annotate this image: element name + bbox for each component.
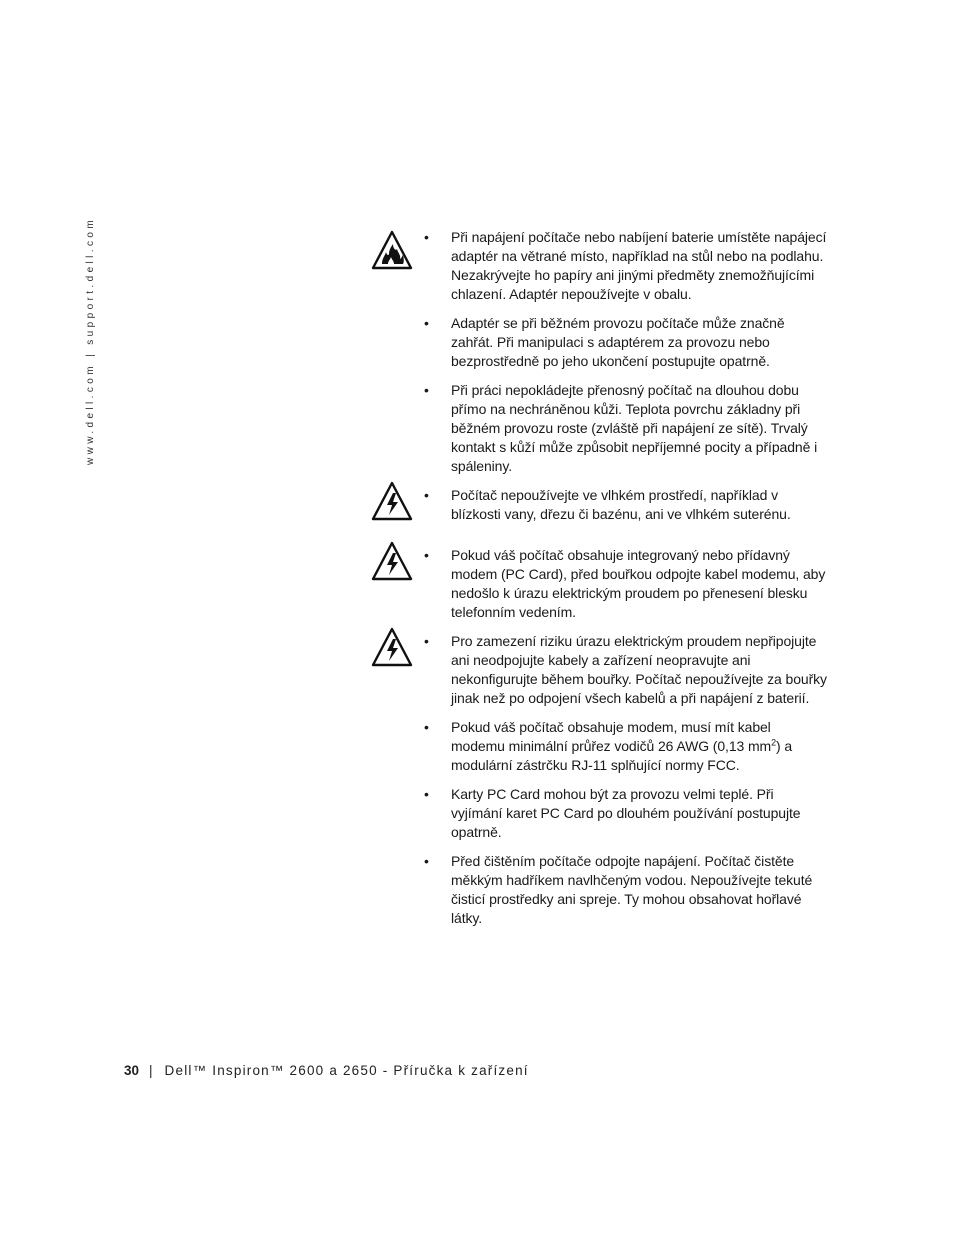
list-item-text: Počítač nepoužívejte ve vlhkém prostředí, například v blízkosti vany, dřezu či bazénu, ani ve vlhkém suterénu. xyxy=(451,487,791,522)
list-item: • Před čištěním počítače odpojte napájení. Počítač čistěte měkkým hadříkem navlhčeným vodou. Nepoužívejte tekuté čisticí prostředky ani spreje. Ty mohou obsahovat hořlavé látky. xyxy=(367,852,827,928)
safety-instructions-list xyxy=(367,228,827,938)
list-item-text: Při práci nepokládejte přenosný počítač na dlouhou dobu přímo na nechráněnou kůži. Teplota povrchu základny při běžném provozu roste (zvláště při napájení ze sítě). Trvalý kontakt s kůží může způsobit nepříjemné pocity a případně i spáleniny. xyxy=(451,382,818,474)
list-item-text: Při napájení počítače nebo nabíjení baterie umístěte napájecí adaptér na větrané místo, například na stůl nebo na podlahu. Nezakrývejte ho papíry ani jinými předměty znemožňujícími chlazení. Adaptér nepoužívejte v obalu. xyxy=(451,229,827,302)
list-item-text: Před čištěním počítače odpojte napájení. Počítač čistěte měkkým hadříkem navlhčeným vodou. Nepoužívejte tekuté čisticí prostředky ani spreje. Ty mohou obsahovat hořlavé látky. xyxy=(451,853,813,926)
page-footer xyxy=(124,1062,529,1080)
list-item: • Pokud váš počítač obsahuje integrovaný nebo přídavný modem (PC Card), před bouřkou odpojte kabel modemu, aby nedošlo k úrazu elektrickým proudem po přenesení blesku telefonním vedením. xyxy=(367,546,827,622)
document-title: Dell™ Inspiron™ 2600 a 2650 - Příručka k zařízení xyxy=(164,1063,529,1078)
list-item-text: Karty PC Card mohou být za provozu velmi teplé. Při vyjímání karet PC Card po dlouhém používání postupujte opatrně. xyxy=(451,786,801,840)
side-url-label: www.dell.com | support.dell.com xyxy=(85,216,96,465)
list-item-text: Adaptér se při běžném provozu počítače může značně zahřát. Při manipulaci s adaptérem za provozu nebo bezprostředně po jeho ukončení postupujte opatrně. xyxy=(451,315,785,369)
list-item: • Při napájení počítače nebo nabíjení baterie umístěte napájecí adaptér na větrané místo, například na stůl nebo na podlahu. Nezakrývejte ho papíry ani jinými předměty znemožňujícími chlazení. Adaptér nepoužívejte v obalu. xyxy=(367,228,827,304)
electric-shock-warning-icon xyxy=(371,541,413,581)
list-item: • Při práci nepokládejte přenosný počítač na dlouhou dobu přímo na nechráněnou kůži. Teplota povrchu základny při běžném provozu roste (zvláště při napájení ze sítě). Trvalý kontakt s kůží může způsobit nepříjemné pocity a případně i spáleniny. xyxy=(367,381,827,476)
list-item: • Adaptér se při běžném provozu počítače může značně zahřát. Při manipulaci s adaptérem za provozu nebo bezprostředně po jeho ukončení postupujte opatrně. xyxy=(367,314,827,371)
list-item-text: Pokud váš počítač obsahuje modem, musí mít kabel modemu minimální průřez vodičů 26 AWG (0,13 $mm^2$) a modulární zástrčku RJ-11 splňující normy FCC. xyxy=(451,719,793,773)
list-item: • Pro zamezení riziku úrazu elektrickým proudem nepřipojujte ani neodpojujte kabely a zařízení neopravujte ani nekonfigurujte během bouřky. Počítač nepoužívejte za bouřky jinak než po odpojení všech kabelů a při napájení z baterií. xyxy=(367,632,827,708)
list-item: • Pokud váš počítač obsahuje modem, musí mít kabel modemu minimální průřez vodičů 26 AWG (0,13 $mm^2$) a modulární zástrčku RJ-11 splňující normy FCC. xyxy=(367,718,827,775)
list-item-text: Pro zamezení riziku úrazu elektrickým proudem nepřipojujte ani neodpojujte kabely a zařízení neopravujte ani nekonfigurujte během bouřky. Počítač nepoužívejte za bouřky jinak než po odpojení všech kabelů a při napájení z baterií. xyxy=(451,633,827,706)
fire-warning-icon xyxy=(371,230,413,270)
page-number: 30 xyxy=(124,1063,140,1078)
electric-shock-warning-icon xyxy=(371,627,413,667)
list-item: • Karty PC Card mohou být za provozu velmi teplé. Při vyjímání karet PC Card po dlouhém používání postupujte opatrně. xyxy=(367,785,827,842)
list-item-text: Pokud váš počítač obsahuje integrovaný nebo přídavný modem (PC Card), před bouřkou odpojte kabel modemu, aby nedošlo k úrazu elektrickým proudem po přenesení blesku telefonním vedením. xyxy=(451,547,826,620)
electric-shock-warning-icon xyxy=(371,481,413,521)
footer-separator: | xyxy=(149,1063,153,1078)
list-item: • Počítač nepoužívejte ve vlhkém prostředí, například v blízkosti vany, dřezu či bazénu, ani ve vlhkém suterénu. xyxy=(367,486,827,524)
